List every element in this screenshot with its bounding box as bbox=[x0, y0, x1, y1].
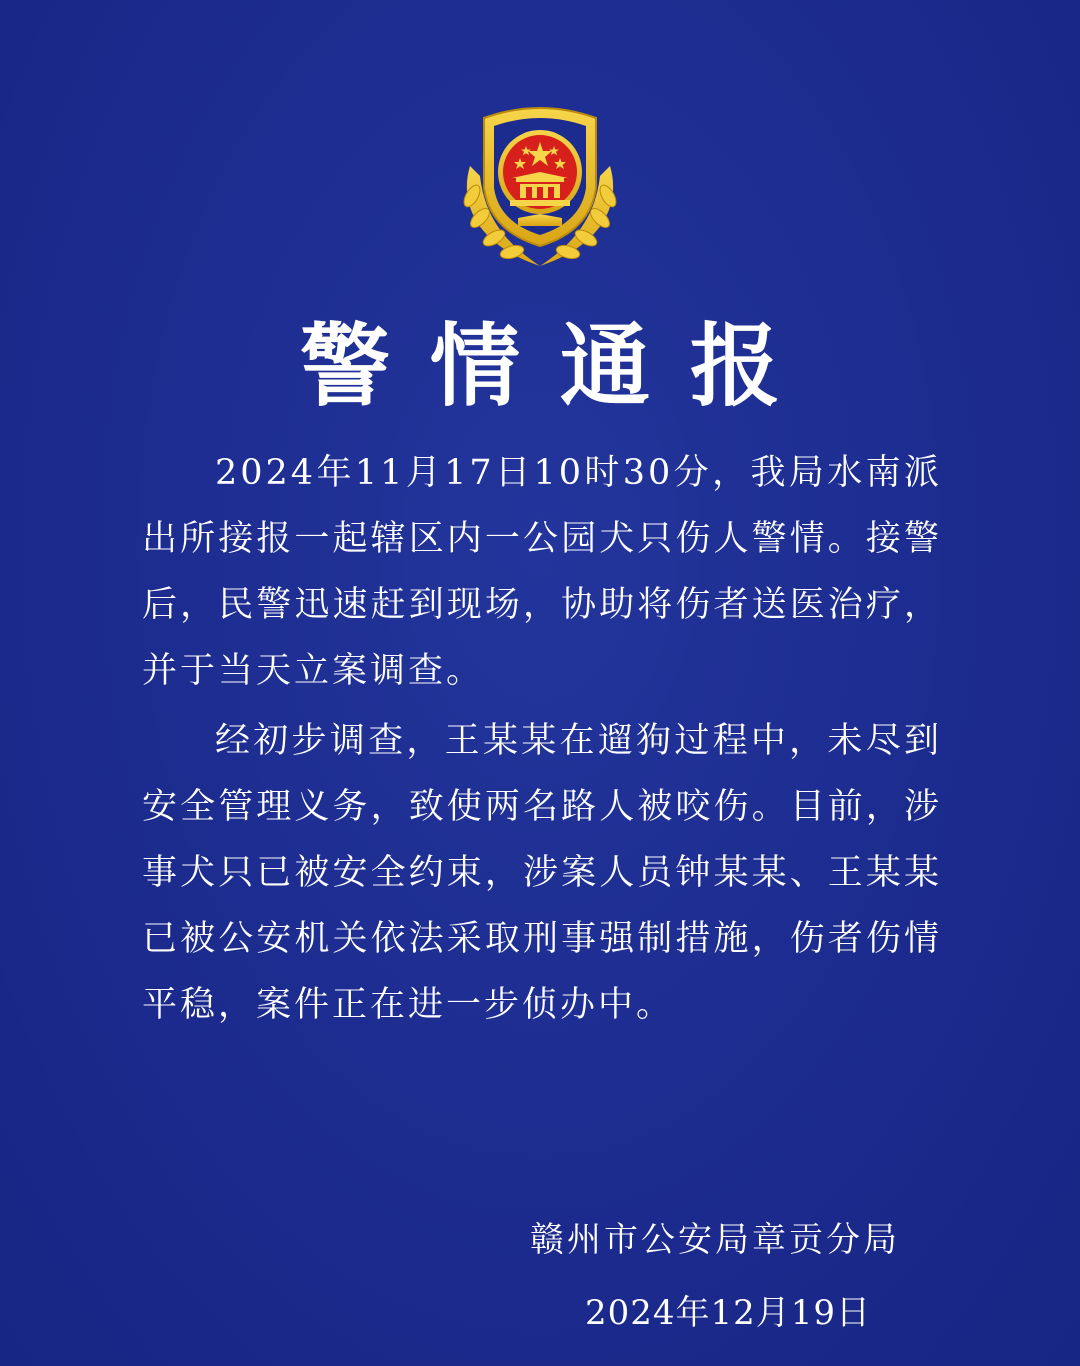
police-emblem-icon bbox=[450, 96, 630, 272]
paragraph-incident: 2024年11月17日10时30分，我局水南派出所接报一起辖区内一公园犬只伤人警情。接警后，民警迅速赶到现场，协助将伤者送医治疗，并于当天立案调查。 bbox=[142, 453, 942, 691]
notice-body bbox=[142, 440, 942, 1038]
notice-title: 警情通报 bbox=[300, 314, 820, 419]
issue-date: 2024年12月19日 bbox=[585, 1293, 872, 1333]
paragraph-investigation: 经初步调查，王某某在遛狗过程中，未尽到安全管理义务，致使两名路人被咬伤。目前，涉事犬只已被安全约束，涉案人员钟某某、王某某已被公安机关依法采取刑事强制措施，伤者伤情平稳，案件正在进一步侦办中。 bbox=[142, 721, 942, 1025]
issuer-signature: 赣州市公安局章贡分局 bbox=[530, 1220, 900, 1260]
